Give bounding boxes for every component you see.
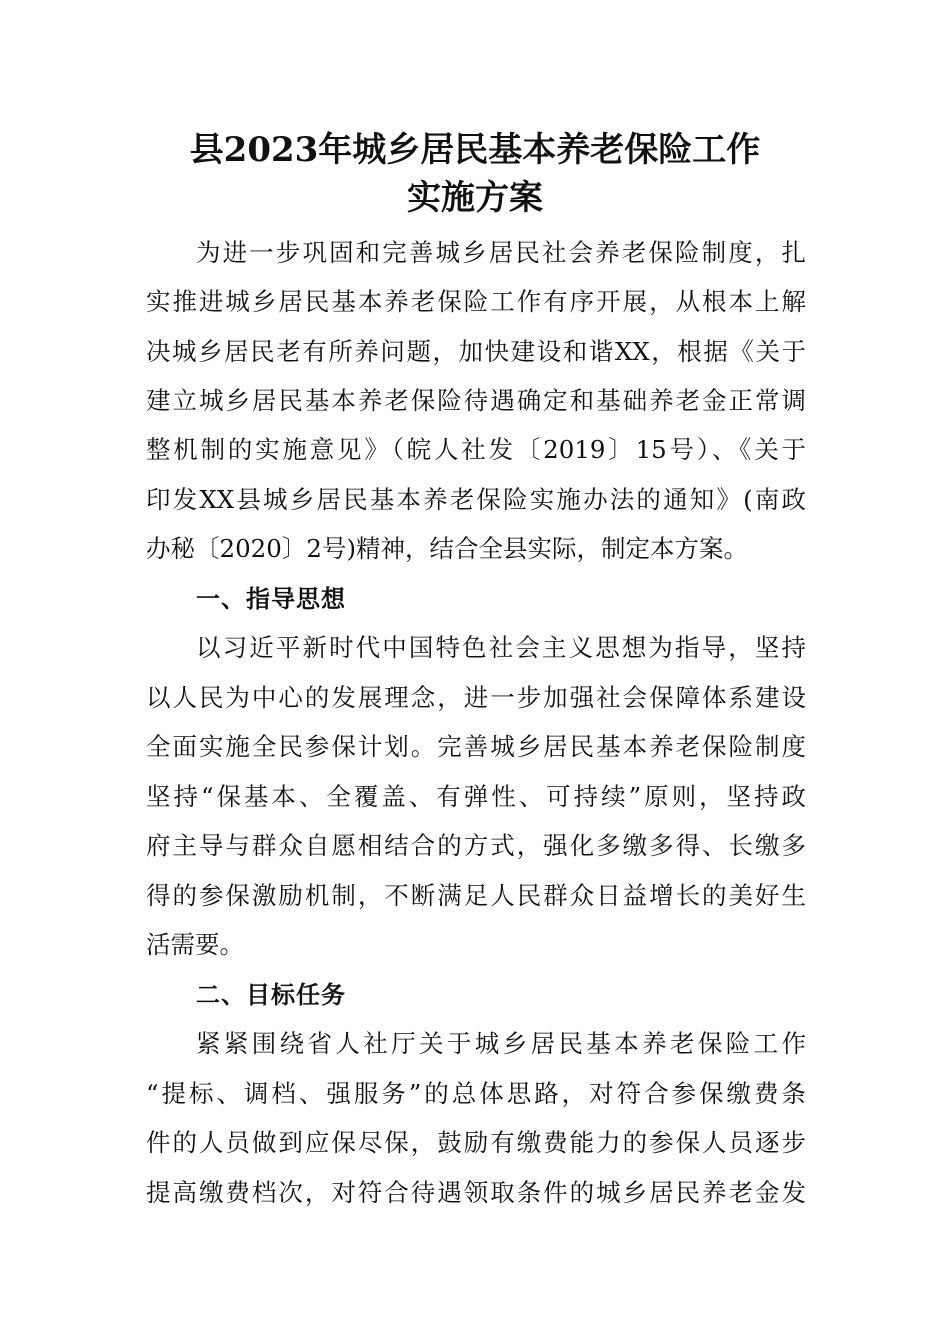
section1-line-5: 府主导与群众自愿相结合的方式，强化多缴多得、长缴多 [146,831,806,860]
intro-line-6: 印发XX县城乡居民基本养老保险实施办法的通知》(南政 [146,485,806,514]
section1-line-7: 活需要。 [146,930,244,959]
section2-line-1: 紧紧围绕省人社厅关于城乡居民基本养老保险工作 [196,1029,806,1058]
section1-line-4: 坚持“保基本、全覆盖、有弹性、可持续”原则，坚持政 [146,782,806,811]
section-heading-goals-tasks: 二、目标任务 [196,981,346,1009]
intro-line-1: 为进一步巩固和完善城乡居民社会养老保险制度，扎 [196,238,806,267]
section1-line-3: 全面实施全民参保计划。完善城乡居民基本养老保险制度 [146,732,806,761]
section2-line-4: 提高缴费档次，对符合待遇领取条件的城乡居民养老金发 [146,1178,806,1207]
intro-line-7: 办秘〔2020〕2号)精神，结合全县实际，制定本方案。 [146,534,748,563]
section1-line-2: 以人民为中心的发展理念，进一步加强社会保障体系建设 [146,683,806,712]
section-heading-guiding-ideology: 一、指导思想 [196,585,346,613]
intro-line-5: 整机制的实施意见》（皖人社发〔2019〕15号）、《关于 [146,435,806,464]
intro-line-4: 建立城乡居民基本养老保险待遇确定和基础养老金正常调 [146,386,806,415]
intro-line-2: 实推进城乡居民基本养老保险工作有序开展，从根本上解 [146,287,806,316]
section2-line-2: “提标、调档、强服务”的总体思路，对符合参保缴费条 [146,1079,806,1108]
document-title-line-1: 县2023年城乡居民基本养老保险工作 [189,130,761,170]
section1-line-1: 以习近平新时代中国特色社会主义思想为指导，坚持 [196,633,806,662]
section1-line-6: 得的参保激励机制，不断满足人民群众日益增长的美好生 [146,881,806,910]
intro-line-3: 决城乡居民老有所养问题，加快建设和谐XX，根据《关于 [146,337,806,366]
document-title-line-2: 实施方案 [407,178,543,218]
section2-line-3: 件的人员做到应保尽保，鼓励有缴费能力的参保人员逐步 [146,1128,806,1157]
